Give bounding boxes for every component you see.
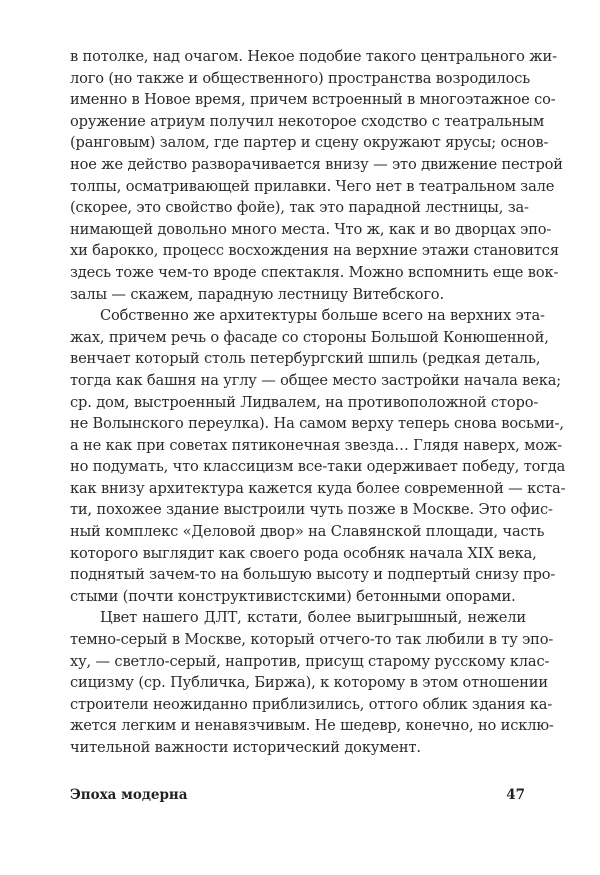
text-line: (скорее, это свойство фойе), так это парадной лестницы, за- — [70, 199, 529, 217]
text-line: жется легким и ненавязчивым. Не шедевр, конечно, но исклю- — [70, 717, 554, 735]
text-line: стыми (почти конструктивистскими) бетонными опорами. — [70, 587, 516, 605]
page-footer — [70, 787, 525, 803]
body-text — [70, 46, 566, 759]
text-line: залы — скажем, парадную лестницу Витебского. — [70, 285, 444, 303]
text-line: но подумать, что классицизм все-таки одерживает победу, тогда — [70, 458, 566, 476]
text-line: здесь тоже чем-то вроде спектакля. Можно вспомнить еще вок- — [70, 263, 559, 281]
running-title: Эпоха модерна — [70, 787, 188, 803]
text-line: чительной важности исторический документ. — [70, 739, 421, 756]
text-line: ти, похожее здание выстроили чуть позже в Москве. Это офис- — [70, 501, 553, 519]
text-line: в потолке, над очагом. Некое подобие такого центрального жи- — [70, 48, 557, 65]
paragraph — [70, 46, 563, 305]
text-line: хи барокко, процесс восхождения на верхние этажи становится — [70, 242, 559, 260]
page-number: 47 — [506, 787, 525, 803]
text-line: а не как при советах пятиконечная звезда… Глядя наверх, мож- — [70, 436, 563, 454]
text-line: Собственно же архитектуры больше всего на верхних эта- — [100, 307, 545, 325]
text-line: именно в Новое время, причем встроенный в многоэтажное со- — [70, 91, 556, 109]
text-line: ное же действо разворачивается внизу — это движение пестрой — [70, 155, 563, 173]
paragraph — [70, 305, 566, 607]
text-line: темно-серый в Москве, который отчего-то так любили в ту эпо- — [70, 631, 554, 649]
text-line: ный комплекс «Деловой двор» на Славянской площади, часть — [70, 523, 545, 541]
paragraph — [70, 607, 554, 758]
text-line: сицизму (ср. Публичка, Биржа), к которому в этом отношении — [70, 674, 548, 692]
text-line: ср. дом, выстроенный Лидвалем, на противоположной сторо- — [70, 393, 539, 411]
text-line: строители неожиданно приблизились, оттого облик здания ка- — [70, 695, 553, 713]
text-line: (ранговым) залом, где партер и сцену окружают ярусы; основ- — [70, 134, 549, 152]
text-line: венчает который столь петербургский шпиль (редкая деталь, — [70, 350, 541, 368]
text-line: Цвет нашего ДЛТ, кстати, более выигрышный, нежели — [100, 609, 526, 627]
text-line: жах, причем речь о фасаде со стороны Большой Конюшенной, — [70, 328, 549, 346]
text-line: которого выглядит как своего рода особняк начала XIX века, — [70, 544, 537, 562]
text-line: тогда как башня на углу — общее место застройки начала века; — [70, 371, 562, 389]
text-line: ху, — светло-серый, напротив, присущ старому русскому клас- — [70, 652, 550, 670]
text-line: толпы, осматривающей прилавки. Чего нет в театральном зале — [70, 177, 555, 195]
text-line: поднятый зачем-то на большую высоту и подпертый снизу про- — [70, 566, 556, 584]
text-line: нимающей довольно много места. Что ж, как и во дворцах эпо- — [70, 220, 552, 238]
text-line: лого (но также и общественного) пространства возродилось — [70, 69, 531, 87]
text-line: как внизу архитектура кажется куда более современной — кста- — [70, 479, 566, 497]
text-line: оружение атриум получил некоторое сходство с театральным — [70, 112, 545, 130]
text-line: не Волынского переулка). На самом верху теперь снова восьми-, — [70, 415, 564, 433]
